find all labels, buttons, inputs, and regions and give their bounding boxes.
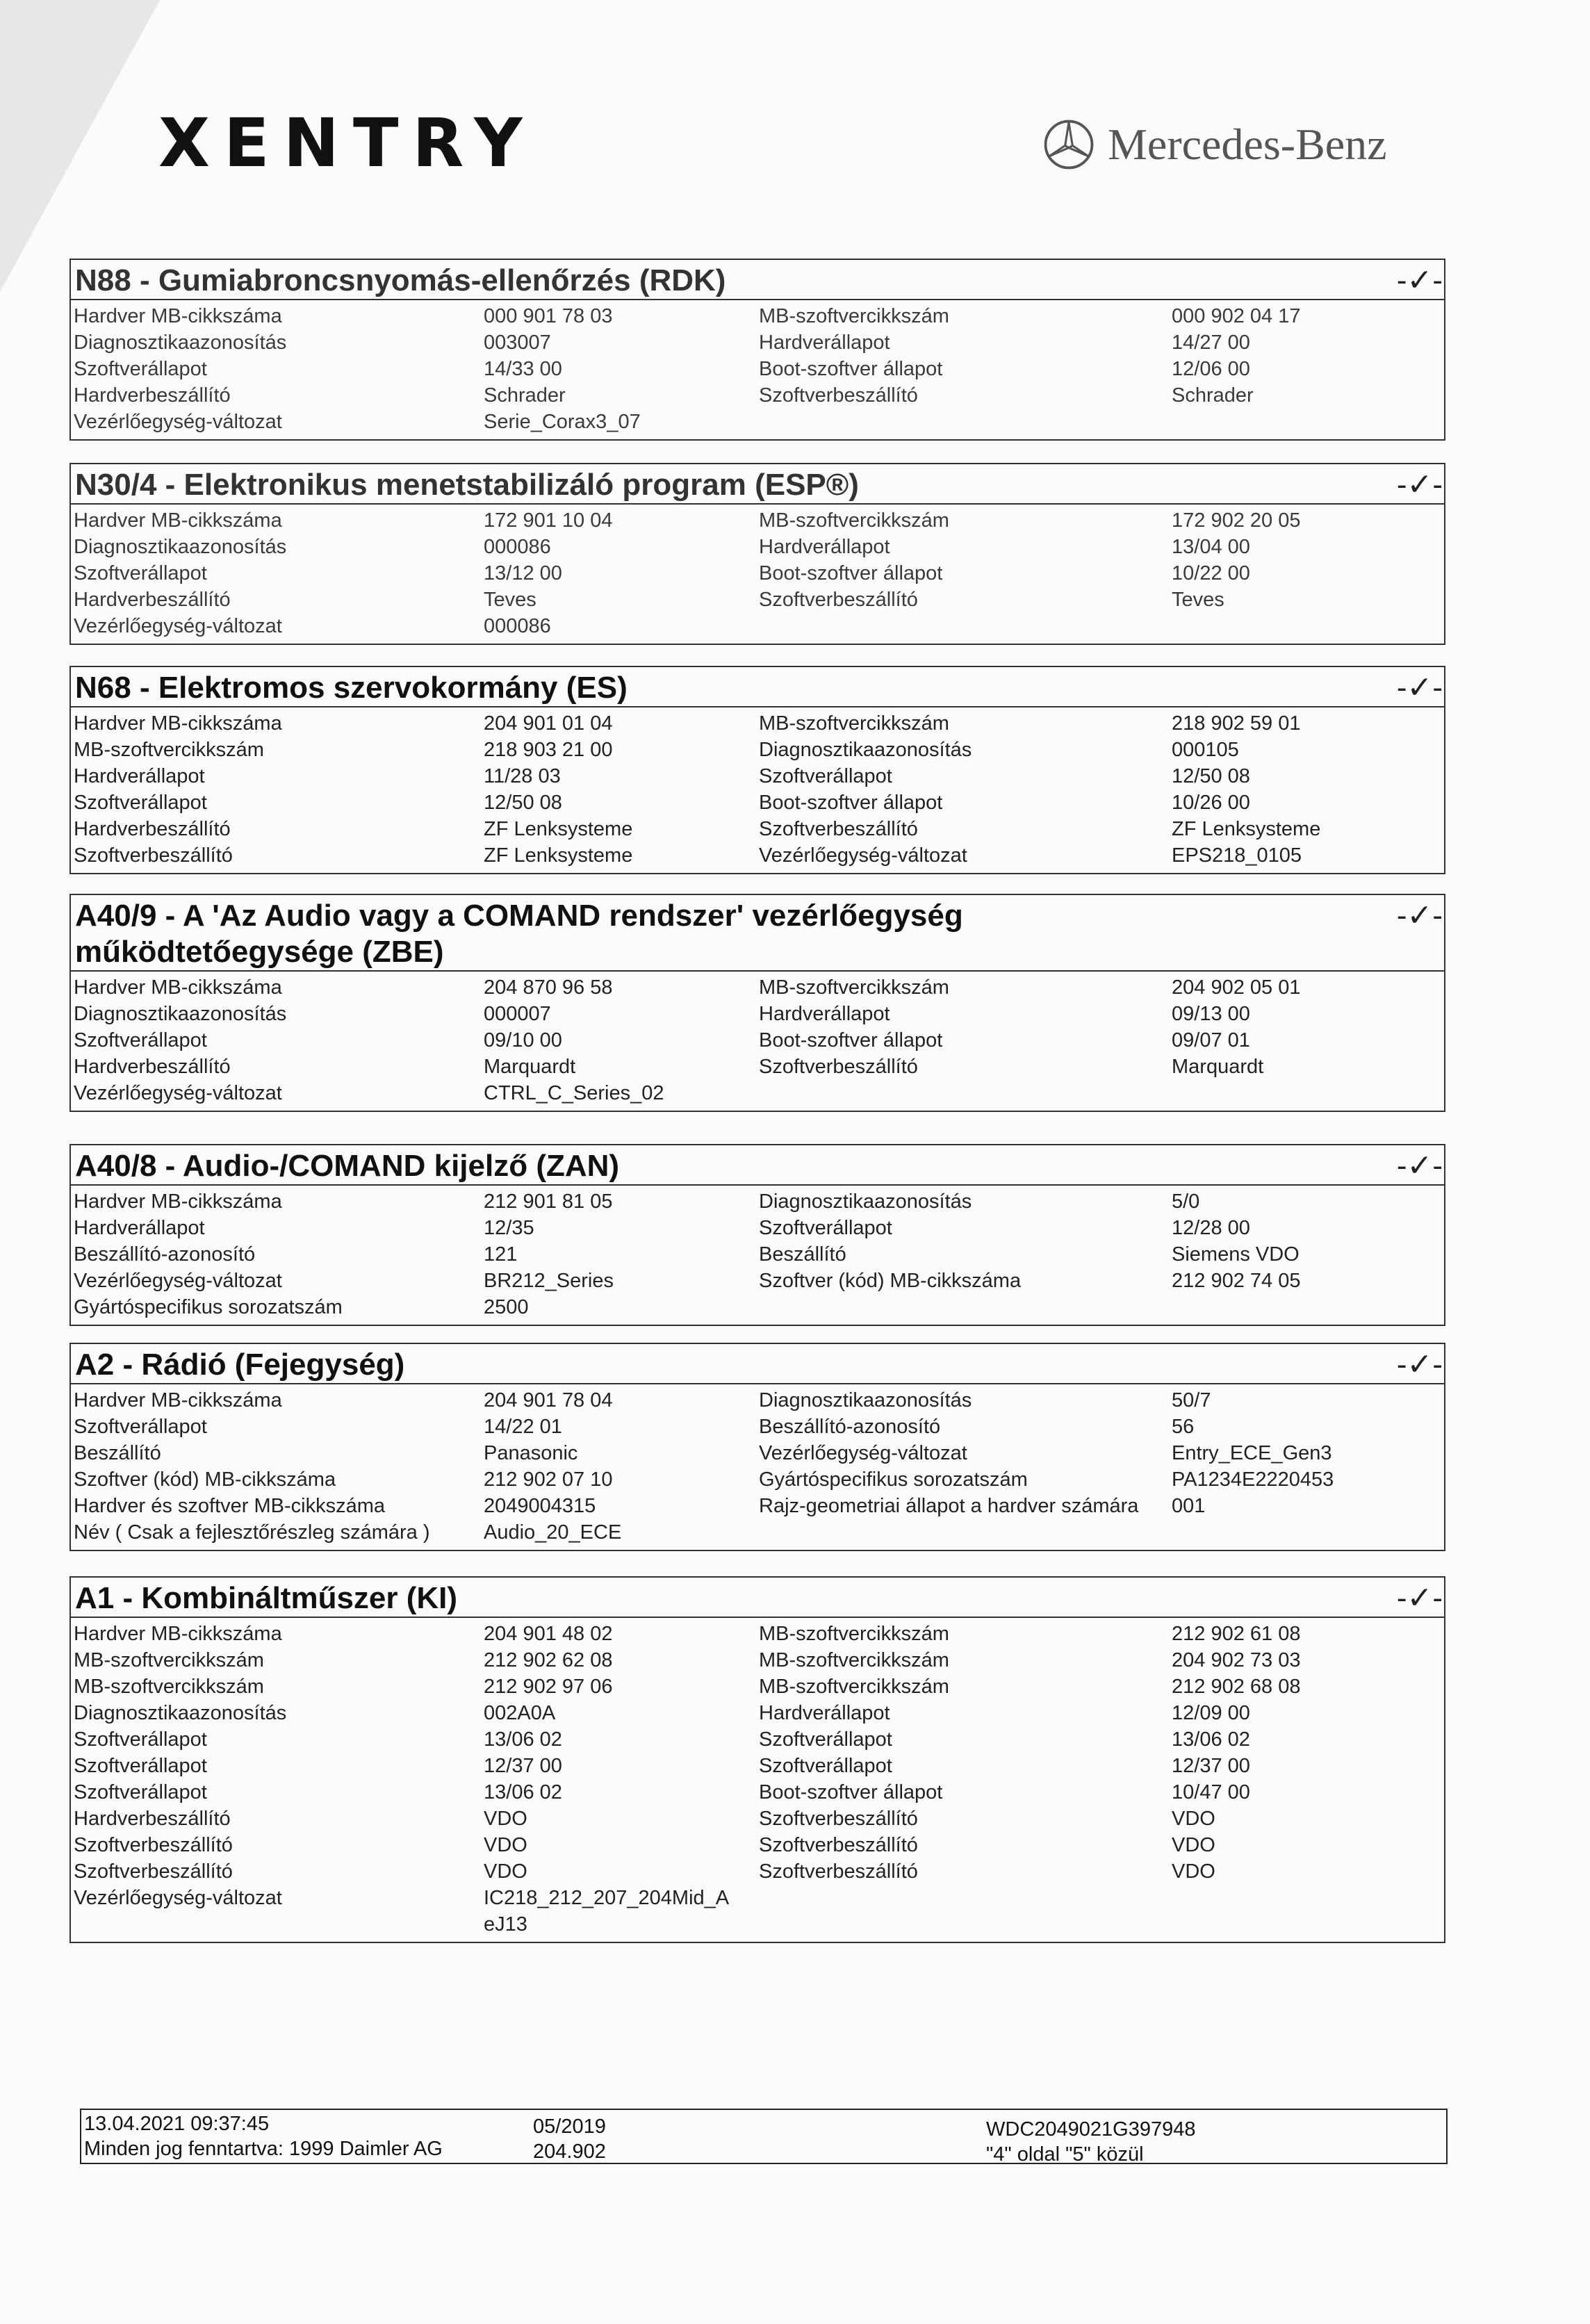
table-row [71,1215,1444,1241]
field-label: Hardverállapot [759,1003,890,1025]
field-value: 204 902 73 03 [1172,1649,1301,1671]
field-value: 10/47 00 [1172,1781,1250,1803]
section-code: A40/8 [75,1149,157,1183]
field-label: Szoftverállapot [759,1755,892,1777]
section-code: N68 [75,671,131,705]
footer-page-info: "4" oldal "5" közül [986,2143,1144,2166]
field-value: VDO [484,1834,527,1856]
field-label [759,409,1172,435]
field-label [759,1294,1172,1320]
field-label: Vezérlőegység-változat [759,844,967,867]
field-label: Diagnosztikaazonosítás [759,739,972,761]
table-row [71,1753,1444,1779]
ecu-section [69,259,1445,441]
section-code: N88 [75,263,131,297]
table-row [71,1726,1444,1753]
field-label: Hardver MB-cikkszáma [74,976,282,999]
table-row [71,534,1444,560]
footer-copyright: Minden jog fenntartva: 1999 Daimler AG [84,2138,443,2160]
field-label: Diagnosztikaazonosítás [759,1190,972,1213]
field-value: VDO [484,1808,527,1830]
page-footer [80,2109,1448,2164]
field-value: Teves [1172,589,1224,611]
mercedes-star-icon [1042,118,1095,171]
field-label: Szoftverállapot [74,1781,207,1803]
field-label [71,1911,484,1938]
table-row [71,329,1444,356]
field-value: 121 [484,1243,518,1266]
field-value: BR212_Series [484,1270,614,1292]
field-value: Serie_Corax3_07 [484,411,641,433]
field-label: Hardverállapot [759,332,890,354]
field-value: 13/06 02 [1172,1728,1250,1751]
section-name: Elektronikus menetstabilizáló program (ESP®) [183,468,859,502]
field-value [1172,409,1443,435]
table-row [71,816,1444,842]
field-value: 13/06 02 [484,1781,562,1803]
field-value: 12/37 00 [1172,1755,1250,1777]
field-label: Szoftverállapot [74,792,207,814]
table-row [71,507,1444,534]
xentry-logo: XENTRY [158,104,536,182]
field-label: Diagnosztikaazonosítás [74,1003,287,1025]
section-code-separator: - [156,468,184,502]
field-label [759,613,1172,639]
ecu-section [69,666,1445,874]
field-label: Szoftverbeszállító [759,589,918,611]
field-value: 2049004315 [484,1495,596,1517]
table-row [71,1885,1444,1911]
field-value: PA1234E2220453 [1172,1468,1334,1491]
field-value [1172,1294,1443,1320]
field-value: 11/28 03 [484,765,561,787]
ecu-section [69,1576,1445,1943]
field-label: Szoftverállapot [759,1217,892,1239]
field-value: 50/7 [1172,1389,1211,1411]
field-label: MB-szoftvercikkszám [759,1623,949,1645]
section-name: Kombináltműszer (KI) [141,1581,458,1615]
field-value: 12/09 00 [1172,1702,1250,1724]
field-value: 001 [1172,1495,1206,1517]
field-value: ZF Lenksysteme [1172,818,1321,840]
field-label: MB-szoftvercikkszám [759,1676,949,1698]
field-value: 56 [1172,1416,1195,1438]
section-name: Gumiabroncsnyomás-ellenőrzés (RDK) [158,263,726,297]
table-row [71,1080,1444,1106]
field-label: MB-szoftvercikkszám [74,1649,264,1671]
ecu-section [69,1144,1445,1326]
table-row [71,1779,1444,1806]
field-label: Vezérlőegység-változat [74,1270,282,1292]
table-row [71,1001,1444,1027]
section-title [71,667,1444,707]
section-name-line2: működtetőegysége (ZBE) [75,935,444,969]
field-value: 218 903 21 00 [484,739,613,761]
field-label: Vezérlőegység-változat [74,1082,282,1104]
section-name: Audio-/COMAND kijelző (ZAN) [182,1149,620,1183]
section-code-separator: - [114,1581,142,1615]
field-label: MB-szoftvercikkszám [74,739,264,761]
field-label: Szoftverbeszállító [759,1808,918,1830]
field-value: 12/50 08 [484,792,562,814]
field-value: 002A0A [484,1702,556,1724]
field-label: Hardverbeszállító [74,1056,231,1078]
field-value [1172,1911,1443,1938]
field-value: 13/06 02 [484,1728,562,1751]
field-label: Vezérlőegység-változat [74,1887,282,1909]
field-value: 212 902 74 05 [1172,1270,1301,1292]
field-value: Panasonic [484,1442,578,1464]
field-label: Boot-szoftver állapot [759,358,943,380]
field-value: 204 901 78 04 [484,1389,613,1411]
table-row [71,1674,1444,1700]
field-label: Hardver MB-cikkszáma [74,712,282,735]
field-value: 5/0 [1172,1190,1200,1213]
field-value: 12/35 [484,1217,534,1239]
field-value: 09/13 00 [1172,1003,1250,1025]
table-row [71,1414,1444,1440]
field-label: MB-szoftvercikkszám [759,305,949,327]
field-value: 14/33 00 [484,358,562,380]
table-row [71,1294,1444,1320]
field-label: Vezérlőegység-változat [759,1442,967,1464]
field-value: 14/27 00 [1172,332,1250,354]
field-label: Hardverbeszállító [74,589,231,611]
section-title [71,1578,1444,1618]
field-value: Siemens VDO [1172,1243,1300,1266]
field-label: Beszállító-azonosító [759,1416,941,1438]
field-label [759,1519,1172,1546]
table-row [71,974,1444,1001]
status-check-mark: -✓- [1396,1348,1443,1382]
table-row [71,1858,1444,1885]
section-name: Rádió (Fejegység) [141,1348,405,1382]
section-code: A1 [75,1581,115,1615]
table-row [71,587,1444,613]
field-value: 10/22 00 [1172,562,1250,584]
table-row [71,1241,1444,1268]
field-value: 09/07 01 [1172,1029,1250,1051]
section-title [71,895,1444,972]
field-value: 172 902 20 05 [1172,509,1301,532]
ecu-section [69,1343,1445,1551]
field-value: 000 901 78 03 [484,305,613,327]
field-label: Szoftverállapot [74,1728,207,1751]
section-code-separator: - [156,1149,183,1183]
field-value: 000 902 04 17 [1172,305,1301,327]
field-label: Szoftverbeszállító [759,384,918,407]
section-code-separator: - [156,899,183,933]
field-label: Beszállító-azonosító [74,1243,256,1266]
field-label: Szoftverbeszállító [759,1834,918,1856]
status-check-mark: -✓- [1396,263,1443,297]
field-label: Boot-szoftver állapot [759,1781,943,1803]
field-label: Hardverbeszállító [74,384,231,407]
ecu-section [69,463,1445,645]
table-row [71,789,1444,816]
table-row [71,303,1444,329]
field-label: Szoftverállapot [74,1029,207,1051]
field-value: VDO [484,1860,527,1883]
field-value: Audio_20_ECE [484,1521,622,1544]
section-title [71,260,1444,300]
table-row [71,382,1444,409]
field-label: Gyártóspecifikus sorozatszám [759,1468,1028,1491]
field-value: 14/22 01 [484,1416,562,1438]
field-value: 12/06 00 [1172,358,1250,380]
paper-fold-shadow [0,0,160,292]
field-value: IC218_212_207_204Mid_A [484,1887,730,1909]
field-label: Szoftverbeszállító [74,844,233,867]
field-value: Marquardt [1172,1056,1264,1078]
section-name: A 'Az Audio vagy a COMAND rendszer' vezérlőegység [182,899,963,933]
table-row [71,1493,1444,1519]
field-label: Hardverállapot [74,1217,205,1239]
mercedes-benz-logo [1042,118,1387,171]
field-value: EPS218_0105 [1172,844,1302,867]
field-label [759,1911,1172,1938]
field-label: Szoftverbeszállító [74,1834,233,1856]
field-label: Szoftver (kód) MB-cikkszáma [74,1468,336,1491]
field-label: Szoftverbeszállító [74,1860,233,1883]
field-label: Diagnosztikaazonosítás [759,1389,972,1411]
footer-datetime: 13.04.2021 09:37:45 [84,2113,270,2135]
field-label [759,1080,1172,1106]
field-value: ZF Lenksysteme [484,844,633,867]
field-label: Szoftverállapot [759,1728,892,1751]
table-row [71,1440,1444,1466]
field-value: 000086 [484,536,551,558]
field-value: VDO [1172,1834,1215,1856]
table-row [71,1911,1444,1938]
section-rows [71,1618,1444,1942]
section-rows [71,707,1444,873]
table-row [71,1027,1444,1054]
brand-name: Mercedes-Benz [1108,120,1387,169]
field-value: 000086 [484,615,551,637]
table-row [71,356,1444,382]
field-value: 12/50 08 [1172,765,1250,787]
table-row [71,1519,1444,1546]
field-label: Szoftverállapot [74,358,207,380]
field-label: Szoftverbeszállító [759,1860,918,1883]
field-value: 12/28 00 [1172,1217,1250,1239]
field-value: ZF Lenksysteme [484,818,633,840]
field-value: 000105 [1172,739,1239,761]
field-value: 212 902 62 08 [484,1649,613,1671]
table-row [71,1621,1444,1647]
table-row [71,1268,1444,1294]
section-rows [71,300,1444,439]
field-value: 212 902 61 08 [1172,1623,1301,1645]
table-row [71,1054,1444,1080]
table-row [71,1466,1444,1493]
field-value: 003007 [484,332,551,354]
field-value: 204 901 01 04 [484,712,613,735]
table-row [71,1806,1444,1832]
field-value [1172,1519,1443,1546]
field-label [759,1885,1172,1911]
field-label: Vezérlőegység-változat [74,615,282,637]
field-value: CTRL_C_Series_02 [484,1082,664,1104]
field-label: Hardverbeszállító [74,818,231,840]
field-label: Szoftverállapot [759,765,892,787]
table-row [71,710,1444,737]
field-label: Hardver MB-cikkszáma [74,1623,282,1645]
field-label: Boot-szoftver állapot [759,1029,943,1051]
field-value: 204 901 48 02 [484,1623,613,1645]
field-value: 10/26 00 [1172,792,1250,814]
section-rows [71,1186,1444,1325]
field-label: Szoftverállapot [74,1416,207,1438]
section-title [71,464,1444,505]
field-label: Gyártóspecifikus sorozatszám [74,1296,343,1318]
field-value: 2500 [484,1296,529,1318]
table-row [71,613,1444,639]
field-value [1172,1885,1443,1911]
section-rows [71,972,1444,1111]
table-row [71,409,1444,435]
field-value: VDO [1172,1860,1215,1883]
field-label: Hardver MB-cikkszáma [74,305,282,327]
field-value: 09/10 00 [484,1029,562,1051]
table-row [71,1188,1444,1215]
table-row [71,842,1444,869]
status-check-mark: -✓- [1396,1581,1443,1615]
field-value: 13/12 00 [484,562,562,584]
field-value: 000007 [484,1003,551,1025]
field-label: Hardver MB-cikkszáma [74,509,282,532]
field-value: Schrader [1172,384,1254,407]
field-label: Diagnosztikaazonosítás [74,1702,287,1724]
field-value: 172 901 10 04 [484,509,613,532]
field-value: 13/04 00 [1172,536,1250,558]
field-value: 212 902 68 08 [1172,1676,1301,1698]
field-value: Teves [484,589,536,611]
field-label: Vezérlőegység-változat [74,411,282,433]
section-title [71,1344,1444,1384]
field-value: 218 902 59 01 [1172,712,1301,735]
field-label: Hardver MB-cikkszáma [74,1389,282,1411]
table-row [71,1832,1444,1858]
section-name: Elektromos szervokormány (ES) [158,671,628,705]
ecu-section [69,894,1445,1112]
field-value: eJ13 [484,1913,527,1936]
field-label: Hardver és szoftver MB-cikkszáma [74,1495,385,1517]
field-label: Szoftverbeszállító [759,818,918,840]
field-value: 212 901 81 05 [484,1190,613,1213]
table-row [71,1700,1444,1726]
field-value: Marquardt [484,1056,576,1078]
field-label: Diagnosztikaazonosítás [74,536,287,558]
field-value [1172,1080,1443,1106]
field-value: VDO [1172,1808,1215,1830]
table-row [71,560,1444,587]
field-label: Hardverállapot [74,765,205,787]
table-row [71,1647,1444,1674]
field-label: Beszállító [74,1442,161,1464]
field-label: Rajz-geometriai állapot a hardver számára [759,1495,1139,1517]
field-label: Hardver MB-cikkszáma [74,1190,282,1213]
section-code: A2 [75,1348,115,1382]
status-check-mark: -✓- [1396,899,1443,933]
field-label: Beszállító [759,1243,846,1266]
section-title [71,1145,1444,1186]
field-label: MB-szoftvercikkszám [759,712,949,735]
footer-vin: WDC2049021G397948 [986,2118,1196,2141]
field-label: Hardverbeszállító [74,1808,231,1830]
field-value: Schrader [484,384,566,407]
section-code: A40/9 [75,899,157,933]
section-code-separator: - [114,1348,142,1382]
section-rows [71,505,1444,644]
field-value: 12/37 00 [484,1755,562,1777]
table-row [71,737,1444,763]
table-row [71,1387,1444,1414]
field-label: Hardverállapot [759,1702,890,1724]
section-code-separator: - [131,263,158,297]
status-check-mark: -✓- [1396,671,1443,705]
field-value: 204 870 96 58 [484,976,613,999]
section-code: N30/4 [75,468,157,502]
footer-version-date: 05/2019 [533,2116,606,2138]
field-label: Szoftverbeszállító [759,1056,918,1078]
field-label: MB-szoftvercikkszám [759,976,949,999]
field-label: Szoftverállapot [74,562,207,584]
field-label: Szoftver (kód) MB-cikkszáma [759,1270,1022,1292]
field-label: Diagnosztikaazonosítás [74,332,287,354]
field-label: Boot-szoftver állapot [759,562,943,584]
footer-version-number: 204.902 [533,2141,606,2163]
field-label: MB-szoftvercikkszám [759,1649,949,1671]
field-label: Szoftverállapot [74,1755,207,1777]
field-label: Név ( Csak a fejlesztőrészleg számára ) [74,1521,430,1544]
field-value: 212 902 97 06 [484,1676,613,1698]
status-check-mark: -✓- [1396,1149,1443,1183]
section-rows [71,1384,1444,1550]
status-check-mark: -✓- [1396,468,1443,502]
field-label: MB-szoftvercikkszám [74,1676,264,1698]
field-value: 204 902 05 01 [1172,976,1301,999]
field-label: Boot-szoftver állapot [759,792,943,814]
table-row [71,763,1444,789]
field-label: Hardverállapot [759,536,890,558]
field-value: 212 902 07 10 [484,1468,613,1491]
field-value: Entry_ECE_Gen3 [1172,1442,1332,1464]
field-value [1172,613,1443,639]
section-code-separator: - [131,671,158,705]
field-label: MB-szoftvercikkszám [759,509,949,532]
